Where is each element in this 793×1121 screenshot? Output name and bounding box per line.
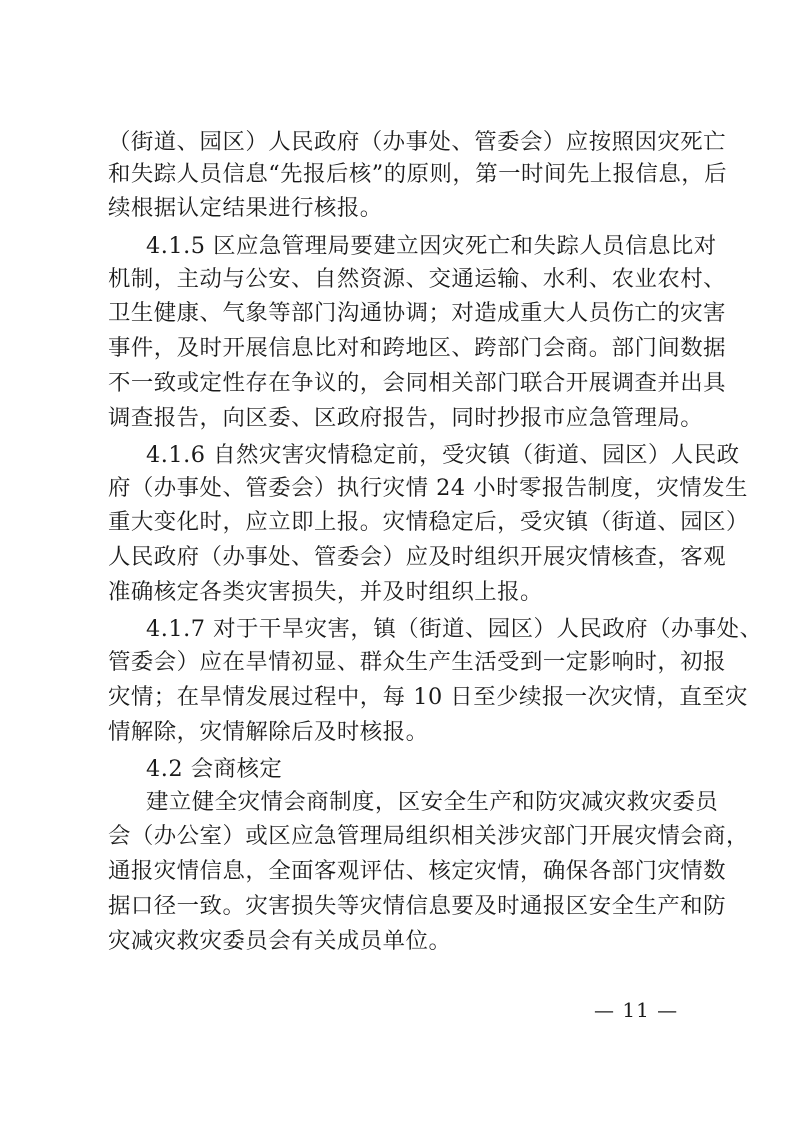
text-line: 续根据认定结果进行核报。 (108, 195, 383, 221)
text-line: 会（办公室）或区应急管理局组织相关涉灾部门开展灾情会商， (108, 823, 749, 849)
text-line: 调查报告，向区委、区政府报告，同时抄报市应急管理局。 (108, 405, 704, 431)
text-line: 不一致或定性存在争议的，会同相关部门联合开展调查并出具 (108, 370, 727, 396)
text-line: 准确核定各类灾害损失，并及时组织上报。 (108, 579, 543, 605)
text-line: 管委会）应在旱情初显、群众生产生活受到一定影响时，初报 (108, 649, 727, 675)
text-line: 情解除，灾情解除后及时核报。 (108, 719, 429, 745)
section-4-1-5-first-line: 4.1.5 区应急管理局要建立因灾死亡和失踪人员信息比对 (146, 233, 717, 259)
text-line: 灾情；在旱情发展过程中，每 10 日至少续报一次灾情，直至灾 (108, 684, 748, 710)
text-line: 灾减灾救灾委员会有关成员单位。 (108, 928, 452, 954)
text-line: 人民政府（办事处、管委会）应及时组织开展灾情核查，客观 (108, 544, 727, 570)
section-4-1-7-first-line: 4.1.7 对于干旱灾害，镇（街道、园区）人民政府（办事处、 (146, 616, 763, 642)
page-number: — 11 — (594, 998, 679, 1022)
section-4-2-first-line: 建立健全灾情会商制度，区安全生产和防灾减灾救灾委员 (146, 789, 719, 815)
text-line: 事件，及时开展信息比对和跨地区、跨部门会商。部门间数据 (108, 335, 727, 361)
text-line: 和失踪人员信息“先报后核”的原则，第一时间先上报信息，后 (108, 161, 728, 187)
text-line: 机制，主动与公安、自然资源、交通运输、水利、农业农村、 (108, 266, 727, 292)
section-4-2-heading: 4.2 会商核定 (146, 756, 283, 782)
text-line: 府（办事处、管委会）执行灾情 24 小时零报告制度，灾情发生 (108, 475, 748, 501)
section-4-1-6-first-line: 4.1.6 自然灾害灾情稳定前，受灾镇（街道、园区）人民政 (146, 442, 740, 468)
text-line: 通报灾情信息，全面客观评估、核定灾情，确保各部门灾情数 (108, 858, 727, 884)
text-line: 卫生健康、气象等部门沟通协调；对造成重大人员伤亡的灾害 (108, 300, 727, 326)
text-line: 重大变化时，应立即上报。灾情稳定后，受灾镇（街道、园区） (108, 509, 749, 535)
text-line: （街道、园区）人民政府（办事处、管委会）应按照因灾死亡 (108, 129, 727, 155)
text-line: 据口径一致。灾害损失等灾情信息要及时通报区安全生产和防 (108, 893, 727, 919)
